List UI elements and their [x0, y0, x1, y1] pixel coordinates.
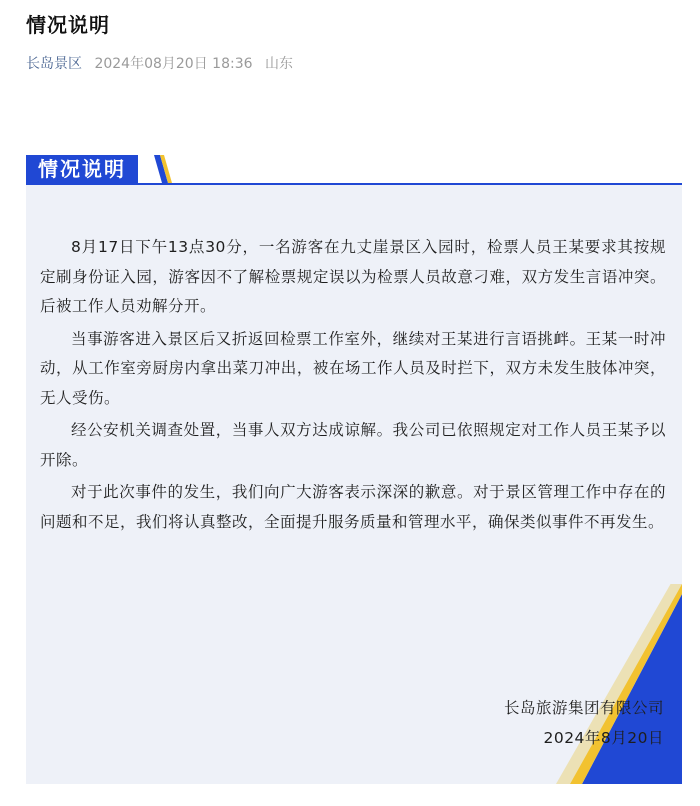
source-link[interactable]: 长岛景区	[26, 56, 82, 72]
corner-stripe-decoration	[542, 584, 682, 784]
notice-paragraph: 对于此次事件的发生，我们向广大游客表示深深的歉意。对于景区管理工作中存在的问题和不足，我们将认真整改，全面提升服务质量和管理水平，确保类似事件不再发生。	[40, 483, 666, 531]
signature-block	[504, 693, 664, 753]
heading-slash-decoration	[154, 155, 176, 183]
notice-heading-label: 情况说明	[26, 155, 138, 183]
notice-body	[26, 185, 682, 784]
notice-paragraph: 经公安机关调查处置，当事人双方达成谅解。我公司已依照规定对工作人员王某予以开除。	[40, 421, 666, 469]
notice-paragraph: 8月17日下午13点30分，一名游客在九丈崖景区入园时，检票人员王某要求其按规定刷身份证入园，游客因不了解检票规定误以为检票人员故意刁难，双方发生言语冲突。后被工作人员劝解分开。	[40, 238, 666, 315]
publish-location: 山东	[264, 56, 293, 72]
notice-paragraph: 当事游客进入景区后又折返回检票工作室外，继续对王某进行言语挑衅。王某一时冲动，从工作室旁厨房内拿出菜刀冲出，被在场工作人员及时拦下，双方未发生肢体冲突，无人受伤。	[40, 329, 666, 407]
article-header	[26, 10, 680, 74]
signature-date: 2024年8月20日	[543, 729, 664, 747]
notice-text	[40, 233, 666, 540]
signature-organization: 长岛旅游集团有限公司	[503, 699, 664, 717]
notice-heading	[26, 155, 166, 185]
notice-image	[26, 155, 682, 784]
page-title: 情况说明	[26, 13, 110, 37]
publish-date: 2024年08月20日 18:36	[94, 56, 253, 72]
article-meta	[26, 54, 680, 74]
